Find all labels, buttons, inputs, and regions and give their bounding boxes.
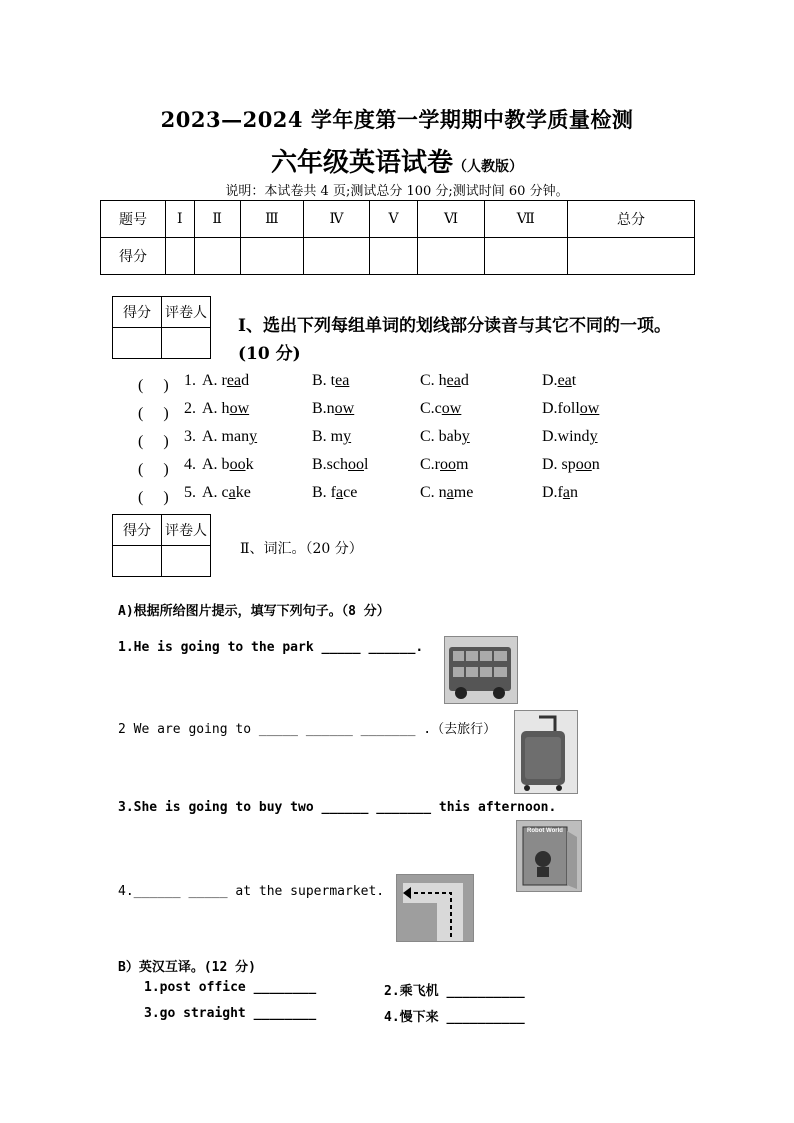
option-text: B.n — [312, 400, 335, 417]
underlined-letters: ow — [229, 400, 250, 417]
grader-score-cell[interactable] — [113, 328, 162, 359]
option-b — [312, 428, 351, 446]
section1-title: Ⅰ、选出下列每组单词的划线部分读音与其它不同的一项。(10 分) — [238, 316, 671, 364]
option-text: D.f — [542, 484, 563, 501]
underlined-letters: y — [343, 428, 352, 445]
underlined-letters: a — [446, 484, 454, 501]
grader-box-section1 — [112, 296, 211, 359]
bus-icon — [445, 637, 517, 703]
option-text: ce — [343, 484, 358, 501]
partB-item-1: 1.post office ________ — [144, 980, 317, 995]
option-a — [202, 456, 254, 474]
score-table — [100, 200, 695, 275]
option-d — [542, 456, 600, 474]
option-text: D. sp — [542, 456, 576, 473]
turn-left-map-image — [396, 874, 474, 942]
score-header-cell: Ⅲ — [240, 201, 304, 238]
grader-name-cell[interactable] — [162, 328, 211, 359]
option-text: n — [570, 484, 578, 501]
score-input-cell[interactable] — [194, 238, 240, 275]
underlined-letters: a — [562, 484, 570, 501]
option-text: l — [364, 456, 369, 473]
score-row-label: 得分 — [101, 238, 166, 275]
answer-blank[interactable]: ( ) — [138, 405, 169, 422]
option-b — [312, 372, 349, 390]
turn-left-arrow-icon — [397, 875, 473, 941]
question-number: 4. — [184, 456, 196, 473]
option-text: A. b — [202, 456, 230, 473]
subtitle-main: 六年级英语试卷 — [270, 148, 453, 178]
underlined-letters: ea — [557, 372, 572, 389]
underlined-letters: oo — [575, 456, 592, 473]
option-d — [542, 400, 599, 418]
underlined-letters: ea — [226, 372, 242, 389]
exam-subtitle — [0, 142, 794, 179]
underlined-letters: ea — [446, 372, 461, 389]
grader-label: 评卷人 — [162, 515, 211, 546]
score-header-cell: Ⅰ — [166, 201, 195, 238]
grader-score-label: 得分 — [113, 297, 162, 328]
option-text: D. — [542, 372, 558, 389]
question-number: 1. — [184, 372, 196, 389]
option-a — [202, 372, 249, 390]
option-text: D.foll — [542, 400, 580, 417]
option-a — [202, 484, 251, 502]
score-header-cell: 题号 — [101, 201, 166, 238]
option-c — [420, 400, 461, 418]
option-text: C.c — [420, 400, 442, 417]
option-d — [542, 372, 576, 390]
option-text: n — [591, 456, 600, 473]
option-text: k — [245, 456, 254, 473]
option-text: D.wind — [542, 428, 590, 445]
option-text: B. t — [312, 372, 336, 389]
option-text: me — [453, 484, 474, 501]
score-input-cell[interactable] — [304, 238, 370, 275]
underlined-letters: y — [461, 428, 470, 445]
option-text: C.r — [420, 456, 440, 473]
partA-question-4: 4.______ _____ at the supermarket. — [118, 884, 385, 899]
score-header-cell: Ⅳ — [304, 201, 370, 238]
answer-blank[interactable]: ( ) — [138, 377, 169, 394]
option-text: A. c — [202, 484, 229, 501]
option-text: C. bab — [420, 428, 462, 445]
book-cover-title: Robot World — [527, 828, 563, 834]
score-input-cell[interactable] — [568, 238, 695, 275]
partA-title: A)根据所给图片提示，填写下列句子。（8 分） — [118, 604, 390, 619]
section2-title: Ⅱ、词汇。（20 分） — [240, 541, 363, 557]
score-input-cell[interactable] — [240, 238, 304, 275]
book-image — [516, 820, 582, 892]
option-d — [542, 428, 598, 446]
underlined-letters: oo — [229, 456, 246, 473]
answer-blank[interactable]: ( ) — [138, 461, 169, 478]
grader-label: 评卷人 — [162, 297, 211, 328]
bus-image — [444, 636, 518, 704]
suitcase-icon — [515, 711, 577, 793]
option-c — [420, 456, 468, 474]
underlined-letters: y — [589, 428, 598, 445]
option-c — [420, 372, 469, 390]
option-text: A. r — [202, 372, 227, 389]
option-text: B.sch — [312, 456, 348, 473]
underlined-letters: a — [336, 484, 344, 501]
score-input-cell[interactable] — [418, 238, 484, 275]
option-a — [202, 428, 257, 446]
underlined-letters: a — [228, 484, 236, 501]
score-header-cell: Ⅶ — [484, 201, 568, 238]
option-b — [312, 484, 357, 502]
option-text: B. f — [312, 484, 336, 501]
exam-title: 2023—2024 学年度第一学期期中教学质量检测 — [160, 107, 634, 132]
question-number: 2. — [184, 400, 196, 417]
score-input-cell[interactable] — [166, 238, 195, 275]
edition-label: （人教版） — [453, 159, 523, 175]
score-table-score-row — [101, 238, 695, 275]
option-text: t — [571, 372, 577, 389]
score-header-cell: Ⅵ — [418, 201, 484, 238]
option-d — [542, 484, 578, 502]
score-input-cell[interactable] — [369, 238, 418, 275]
grader-name-cell[interactable] — [162, 546, 211, 577]
suitcase-image — [514, 710, 578, 794]
option-text: d — [241, 372, 250, 389]
option-c — [420, 484, 473, 502]
underlined-letters: y — [249, 428, 258, 445]
underlined-letters: oo — [440, 456, 456, 473]
partB-item-3: 3.go straight ________ — [144, 1006, 317, 1021]
underlined-letters: oo — [348, 456, 364, 473]
option-text: d — [460, 372, 469, 389]
underlined-letters: ow — [334, 400, 355, 417]
score-header-cell: Ⅴ — [369, 201, 418, 238]
score-table-header-row — [101, 201, 695, 238]
option-text: A. h — [202, 400, 230, 417]
option-b — [312, 400, 354, 418]
answer-blank[interactable]: ( ) — [138, 433, 169, 450]
option-text: A. man — [202, 428, 250, 445]
option-text: ke — [235, 484, 251, 501]
option-text: B. m — [312, 428, 344, 445]
grader-score-cell[interactable] — [113, 546, 162, 577]
option-b — [312, 456, 368, 474]
option-a — [202, 400, 249, 418]
option-text: C. h — [420, 372, 447, 389]
answer-blank[interactable]: ( ) — [138, 489, 169, 506]
grader-score-label: 得分 — [113, 515, 162, 546]
partB-item-2: 2.乘飞机 __________ — [384, 984, 525, 999]
partB-title: B）英汉互译。(12 分) — [118, 960, 256, 975]
score-header-cell: Ⅱ — [194, 201, 240, 238]
option-text: m — [456, 456, 469, 473]
score-input-cell[interactable] — [484, 238, 568, 275]
partB-item-4: 4.慢下来 __________ — [384, 1010, 525, 1025]
partA-question-3: 3.She is going to buy two ______ _______ this afternoon. — [118, 800, 557, 815]
score-header-cell: 总分 — [568, 201, 695, 238]
partA-question-1: 1.He is going to the park _____ ______. — [118, 640, 424, 655]
grader-box-section2 — [112, 514, 211, 577]
underlined-letters: ow — [579, 400, 600, 417]
partA-question-2: 2 We are going to _____ ______ _______ .（去旅行） — [118, 722, 497, 737]
underlined-letters: ow — [441, 400, 462, 417]
option-c — [420, 428, 470, 446]
question-number: 3. — [184, 428, 196, 445]
exam-note: 说明：本试卷共 4 页;测试总分 100 分;测试时间 60 分钟。 — [225, 184, 569, 199]
question-number: 5. — [184, 484, 196, 501]
option-text: C. n — [420, 484, 447, 501]
underlined-letters: ea — [335, 372, 350, 389]
